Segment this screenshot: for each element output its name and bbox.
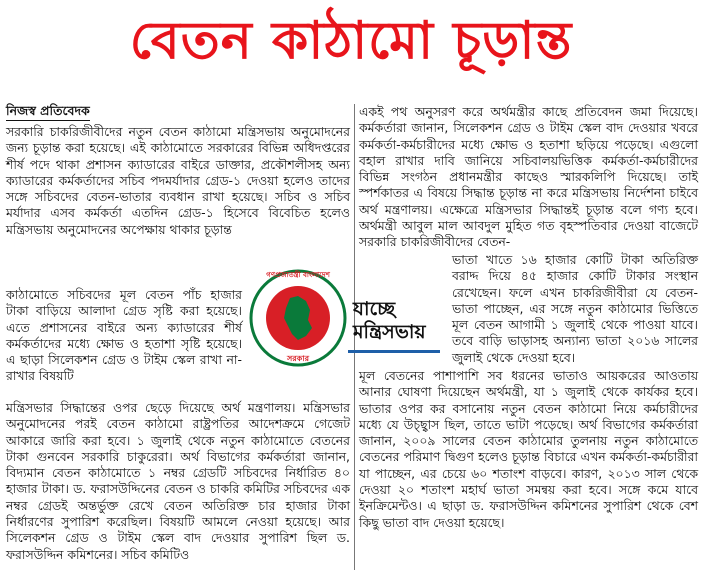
byline: নিজস্ব প্রতিবেদক: [6, 103, 90, 121]
seal-text-bottom: সরকার: [286, 354, 309, 363]
article-text-left-bottom: মন্ত্রিসভার সিদ্ধান্তের ওপর ছেড়ে দিয়েছে অর্থ মন্ত্রণালয়। মন্ত্রিসভার অনুমোদনের পরই বেতন কাঠামো রাষ্ট্রপতির আদেশক্রমে গেজেট আকারে জারি করা হবে। ১ জুলাই থেকে নতুন কাঠামোতে বেতনের টাকা গুনবেন সরকারি চাকুরেরা। অর্থ বিভাগের কর্মকর্তারা জানান, বিদ্যমান বেতন কাঠামোতে ১ নম্বর গ্রেডটি সচিবদের নির্ধারিত ৪০ হাজার টাকা। ড. ফরাসউদ্দিনের বেতন ও চাকরি কমিটির সচিবদের এক নম্বর গ্রেডই অন্তর্ভুক্ত রেখে বেতন অতিরিক্ত চার হাজার টাকা নির্ধারণের সুপারিশ করেছিল। বিষয়টি আমলে নেওয়া হয়েছে। আর সিলেকশন গ্রেড ও টাইম স্কেল বাদ দেওয়ার সুপারিশ ছিল ড. ফরাসউদ্দিন কমিশনের। সচিব কমিটিও: [6, 400, 351, 562]
government-seal-logo: [248, 268, 348, 368]
article-text-right-narrow: ভাতা খাতে ১৬ হাজার কোটি টাকা অতিরিক্ত বরাদ্দ দিয়ে ৪৫ হাজার কোটি টাকার সংস্থান রেখেছেন। ফলে এখন চাকরিজীবীরা যে বেতন-ভাতা পাচ্ছেন, এর সঙ্গে নতুন কাঠামোর ভিত্তিতে মূল বেতন আগামী ১ জুলাই থেকে পাওয়া যাবে। তবে বাড়ি ভাড়াসহ অন্যান্য ভাতা ২০১৬ সালের জুলাই থেকে দেওয়া হবে।: [452, 252, 698, 365]
government-seal-inset: [248, 268, 444, 372]
article-text-right-top: একই পথ অনুসরণ করে অর্থমন্ত্রীর কাছে প্রতিবেদন জমা দিয়েছে। কর্মকর্তারা জানান, সিলেকশন গ্রেড ও টাইম স্কেল বাদ দেওয়ার খবরে কর্মকর্তা-কর্মচারীদের মধ্যে ক্ষোভ ও হতাশা ছড়িয়ে পড়েছে। এগুলো বহাল রাখার দাবি জানিয়ে সচিবালয়ভিত্তিক কর্মকর্তা-কর্মচারীদের বিভিন্ন সংগঠন প্রধানমন্ত্রীর কাছেও স্মারকলিপি দিয়েছে। তাই স্পর্শকাতর এ বিষয়ে সিদ্ধান্ত চূড়ান্ত না করে মন্ত্রিসভায় নির্দেশনা চাইবে অর্থ মন্ত্রণালয়। এক্ষেত্রে মন্ত্রিসভার সিদ্ধান্তই চূড়ান্ত বলে গণ্য হবে। অর্থমন্ত্রী আবুল মাল আবদুল মুহিত গত বৃহস্পতিবার দেওয়া বাজেটে সরকারি চাকরিজীবীদের বেতন-: [359, 104, 698, 250]
article-text-left-narrow: কাঠামোতে সচিবদের মূল বেতন পাঁচ হাজার টাকা বাড়িয়ে আলাদা গ্রেড সৃষ্টি করা হয়েছে। এতে প্রশাসনের বাইরে অন্য ক্যাডারের শীর্ষ কর্মকর্তাদের মধ্যে ক্ষোভ ও হতাশা সৃষ্টি হয়েছে। এ ছাড়া সিলেকশন গ্রেড ও টাইম স্কেল রাখা না-রাখার বিষয়টি: [6, 287, 242, 384]
inset-caption: যাচ্ছে মন্ত্রিসভায়: [353, 298, 426, 343]
inset-underline: [348, 350, 440, 353]
headline: বেতন কাঠামো চূড়ান্ত: [129, 10, 573, 71]
article-text-right-bottom: মূল বেতনের পাশাপাশি সব ধরনের ভাতাও আয়করের আওতায় আনার ঘোষণা দিয়েছেন অর্থমন্ত্রী, যা ১ জুলাই থেকে কার্যকর হবে। ভাতার ওপর কর বসানোয় নতুন বেতন কাঠামো নিয়ে কর্মচারীদের মধ্যে যে উচ্ছ্বাস ছিল, তাতে ভাটা পড়েছে। অর্থ বিভাগের কর্মকর্তারা জানান, ২০০৯ সালের বেতন কাঠামোর তুলনায় নতুন কাঠামোতে বেতনের পরিমাণ দ্বিগুণ হলেও চূড়ান্ত বিচারে এখন কর্মকর্তা-কর্মচারীরা যা পাচ্ছেন, এর চেয়ে ৬০ শতাংশ বাড়বে। কারণ, ২০১৩ সাল থেকে দেওয়া ২০ শতাংশ মহার্ঘ ভাতা সমন্বয় করা হবে। সঙ্গে কমে যাবে ইনক্রিমেন্টও। এ ছাড়া ড. ফরাসউদ্দিন কমিশনের সুপারিশ থেকে বেশ কিছু ভাতা বাদ দেওয়া হয়েছে।: [359, 368, 698, 530]
seal-text-top: গণপ্রজাতন্ত্রী বাংলাদেশ: [266, 271, 330, 279]
article-text-left-top: সরকারি চাকরিজীবীদের নতুন বেতন কাঠামো মন্ত্রিসভায় অনুমোদনের জন্য চূড়ান্ত করা হয়েছে। এই কাঠামোতে সরকারের বিভিন্ন অধিদপ্তরের শীর্ষ পদে থাকা প্রশাসন ক্যাডারের বাইরে ডাক্তার, প্রকৌশলীসহ অন্য ক্যাডারের কর্মকর্তাদের সচিব পদমর্যাদার গ্রেড-১ দেওয়া হলেও তাদের সঙ্গে সচিবদের বেতন-ভাতার ব্যবধান রাখা হয়েছে। সচিব ও সচিব মর্যাদার এসব কর্মকর্তা এতদিন গ্রেড-১ হিসেবে বিবেচিত হলেও মন্ত্রিসভায় অনুমোদনের অপেক্ষায় থাকার চূড়ান্ত: [6, 124, 350, 237]
